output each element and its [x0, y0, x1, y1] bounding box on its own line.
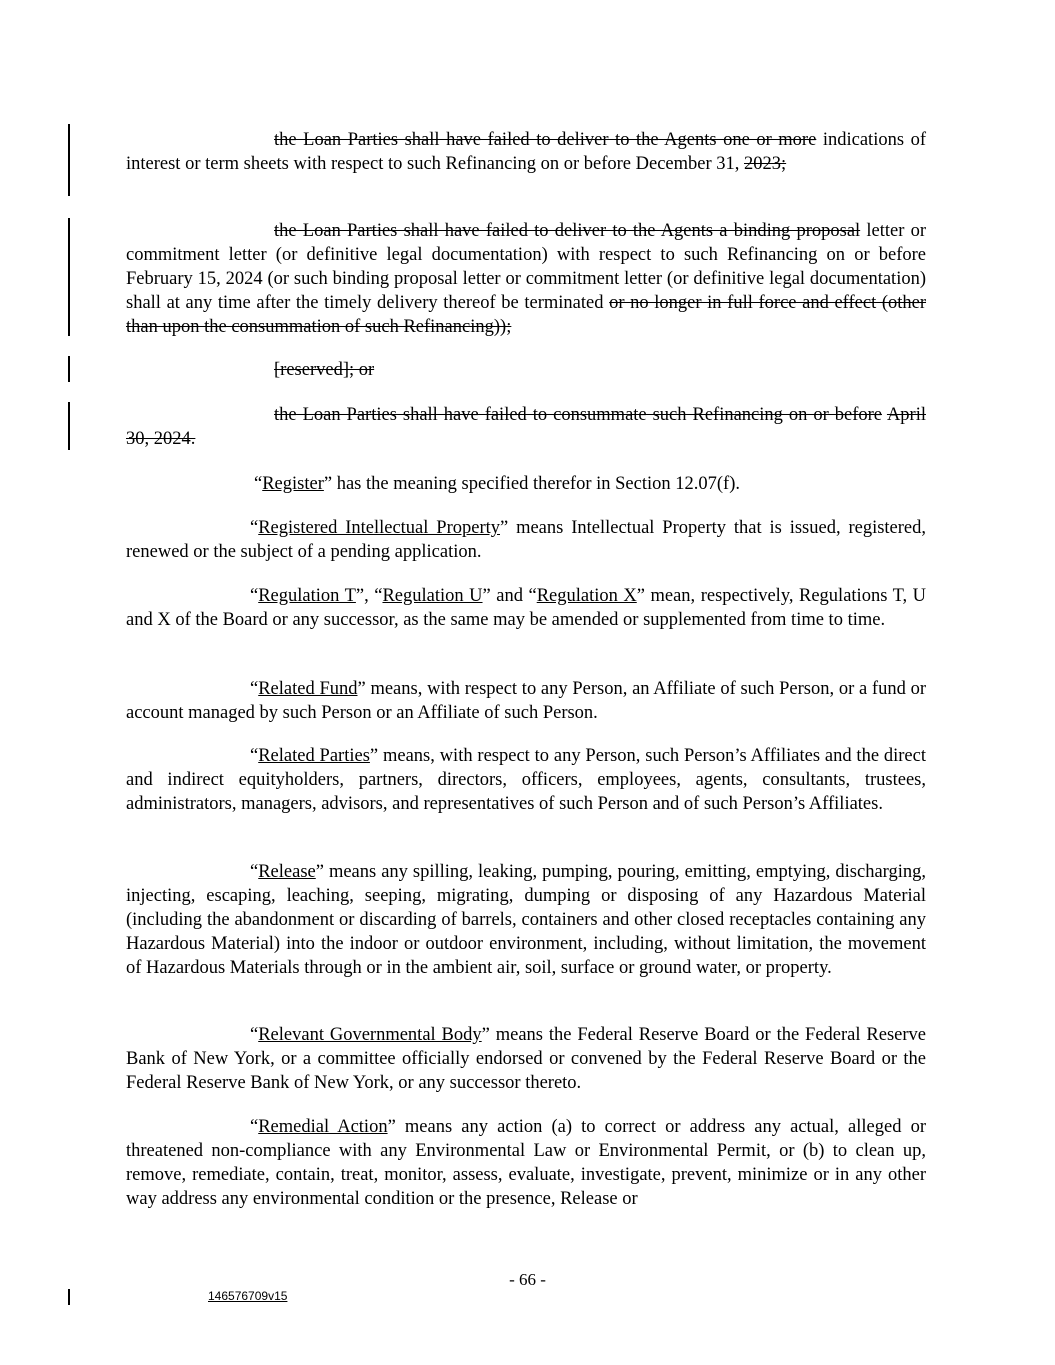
document-id: 146576709v15 — [208, 1289, 288, 1303]
definition-related-fund: “Related Fund” means, with respect to any Person, an Affiliate of such Person, or a fund or account managed by such Person or an Affiliate of such Person. — [126, 679, 926, 723]
struck-text: the Loan Parties shall have failed to deliver to the Agents one or more — [274, 130, 817, 150]
change-bar — [68, 124, 70, 196]
defined-term: Regulation X — [536, 586, 637, 606]
struck-text: or no longer in full force and effect (other than upon the consummation of such Refinancing)); — [126, 293, 927, 337]
definition-regulations: “Regulation T”, “Regulation U” and “Regulation X” mean, respectively, Regulations T, U and X of the Board or any successor, as the same may be amended or supplemented from time to time. — [126, 586, 926, 630]
definition-related-parties: “Related Parties” means, with respect to any Person, such Person’s Affiliates and the direct and indirect equityholders, partners, directors, officers, employees, agents, consultants, trustees, administrators, managers, advisors, and representatives of such Person and of such Person’s Affiliates. — [126, 746, 926, 814]
page-number: - 66 - — [509, 1270, 546, 1289]
struck-text: the Loan Parties shall have failed to consummate such Refinancing on or before — [274, 405, 882, 425]
defined-term: Related Parties — [258, 746, 370, 766]
definition-text: ” means any spilling, leaking, pumping, pouring, emitting, emptying, discharging, injecting, escaping, leaching, seeping, migrating, dumping or disposing of any Hazardous Material (including the abandonment or discarding of barrels, containers and other closed receptacles containing any Hazardous Material) into the indoor or outdoor environment, including, without limitation, the movement of Hazardous Materials through or in the ambient air, soil, surface or ground water, or property. — [126, 862, 926, 978]
defined-term: Related Fund — [258, 679, 358, 699]
definition-text: ” means any action (a) to correct or address any actual, alleged or threatened non-compliance with any Environmental Law or Environmental Permit, or (b) to clean up, remove, remediate, contain, treat, monitor, assess, evaluate, investigate, prevent, minimize or in any other way address any environmental condition or the presence, Release or — [126, 1117, 926, 1209]
struck-text: 2023; — [744, 154, 787, 174]
change-bar — [68, 1289, 70, 1305]
struck-text: the Loan Parties shall have failed to deliver to the Agents a binding proposal — [274, 221, 861, 241]
defined-term: Regulation U — [382, 586, 483, 606]
definition-text: ” mean, respectively, Regulations T, U and X of the Board or any successor, as the same may be amended or supplemented from time to time. — [126, 586, 926, 630]
definition-release: “Release” means any spilling, leaking, pumping, pouring, emitting, emptying, discharging, injecting, escaping, leaching, seeping, migrating, dumping or disposing of any Hazardous Material (including the abandonment or discarding of barrels, containers and other closed receptacles containing any Hazardous Material) into the indoor or outdoor environment, including, without limitation, the movement of Hazardous Materials through or in the ambient air, soil, surface or ground water, or property. — [126, 862, 926, 978]
struck-text: April 30, 2024. — [126, 405, 926, 449]
defined-term: Relevant Governmental Body — [258, 1025, 482, 1045]
defined-term: Regulation T — [258, 586, 356, 606]
definition-register: “Register” has the meaning specified therefor in Section 12.07(f). — [254, 474, 740, 494]
definition-relevant-governmental-body: “Relevant Governmental Body” means the Federal Reserve Board or the Federal Reserve Bank of New York, or a committee officially endorsed or convened by the Federal Reserve Board or the Federal Reserve Bank of New York, or any successor thereto. — [126, 1025, 926, 1093]
struck-text: [reserved]; or — [274, 360, 375, 380]
definition-text: ” means Intellectual Property that is issued, registered, renewed or the subject of a pending application. — [126, 518, 927, 562]
change-bar — [68, 218, 70, 336]
definition-remedial-action: “Remedial Action” means any action (a) to correct or address any actual, alleged or threatened non-compliance with any Environmental Law or Environmental Permit, or (b) to clean up, remove, remediate, contain, treat, monitor, assess, evaluate, investigate, prevent, minimize or in any other way address any environmental condition or the presence, Release or — [126, 1117, 926, 1209]
struck-clause — [126, 219, 926, 339]
definition-registered-ip: “Registered Intellectual Property” means Intellectual Property that is issued, registered, renewed or the subject of a pending application. — [126, 518, 927, 562]
defined-term: Release — [258, 862, 316, 882]
definition-text: ” means the Federal Reserve Board or the Federal Reserve Bank of New York, or a committee officially endorsed or convened by the Federal Reserve Board or the Federal Reserve Bank of New York, or any successor thereto. — [126, 1025, 926, 1093]
struck-clause — [126, 403, 926, 451]
struck-clause — [126, 358, 926, 382]
change-bar — [68, 402, 70, 450]
clause-text: indications of interest or term sheets with respect to such Refinancing on or before December 31, — [126, 130, 926, 174]
clause-text: letter or commitment letter (or definitive legal documentation) with respect to such Refinancing on or before February 15, 2024 (or such binding proposal letter or commitment letter (or definitive legal documentation) shall at any time after the timely delivery thereof be terminated — [126, 221, 926, 313]
definition-text: ” means, with respect to any Person, such Person’s Affiliates and the direct and indirect equityholders, partners, directors, officers, employees, agents, consultants, trustees, administrators, managers, advisors, and representatives of such Person and of such Person’s Affiliates. — [126, 746, 926, 814]
change-bar — [68, 356, 70, 382]
defined-term: Remedial Action — [258, 1117, 388, 1137]
defined-term: Register — [262, 474, 324, 494]
definition-text: ” has the meaning specified therefor in Section 12.07(f). — [323, 474, 740, 494]
definition-text: ” means, with respect to any Person, an Affiliate of such Person, or a fund or account managed by such Person or an Affiliate of such Person. — [126, 679, 926, 723]
defined-term: Registered Intellectual Property — [258, 518, 500, 538]
struck-clause — [126, 128, 926, 176]
